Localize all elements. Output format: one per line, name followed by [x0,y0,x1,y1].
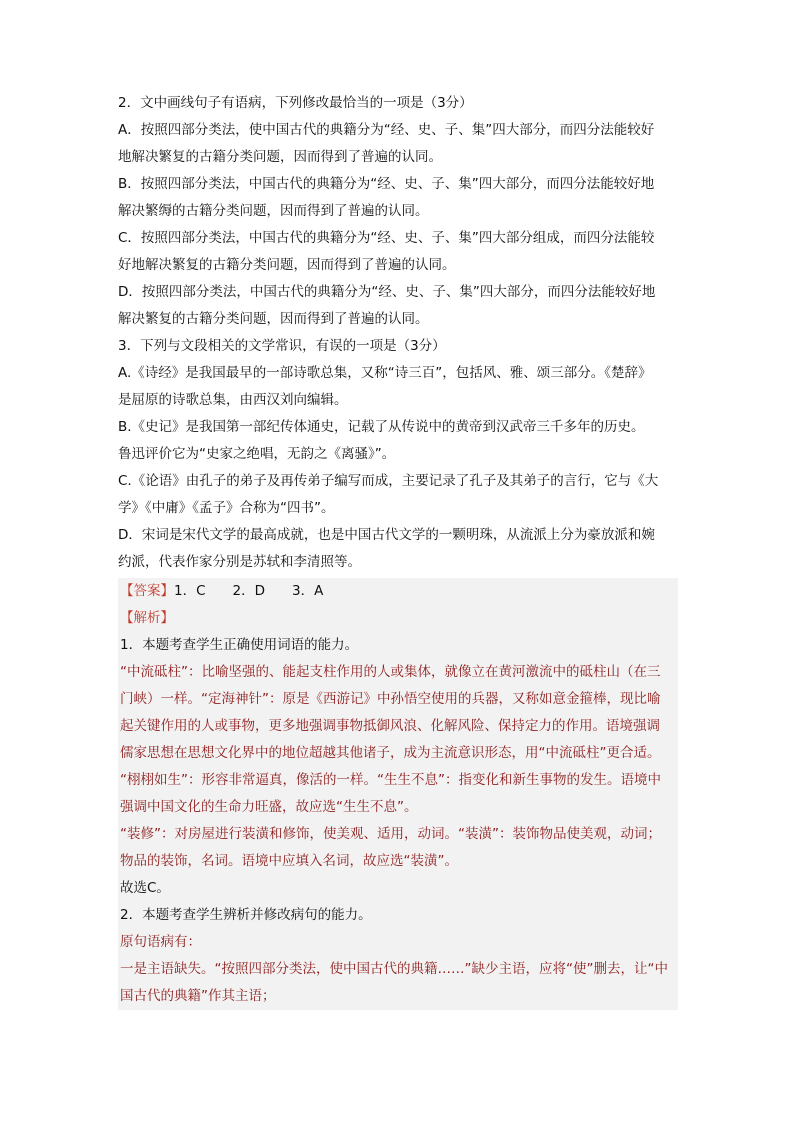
option-3c-line-2: 学》《中庸》《孟子》合称为“四书”。 [118,500,335,516]
analysis-line: 1．本题考查学生正确使用词语的能力。 [120,637,359,653]
option-3b-line-1: B.《史记》是我国第一部纪传体通史，记载了从传说中的黄帝到汉武帝三千多年的历史。 [118,419,645,435]
option-3a-line-2: 是屈原的诗歌总集，由西汉刘向编辑。 [118,392,348,408]
option-2a-line-1: A．按照四部分类法，使中国古代的典籍分为“经、史、子、集”四大部分，而四分法能较好 [118,122,655,138]
option-3a-line-1: A.《诗经》是我国最早的一部诗歌总集，又称“诗三百”，包括风、雅、颂三部分。《楚辞》 [118,365,652,381]
analysis-line: 门峡）一样。“定海神针”：原是《西游记》中孙悟空使用的兵器，又称如意金箍棒，现比喻 [120,691,661,707]
option-3d-line-2: 约派，代表作家分别是苏轼和李清照等。 [118,554,361,570]
answer-line [118,578,678,605]
question-2-stem: 2．文中画线句子有语病，下列修改最恰当的一项是（3分） [118,95,473,111]
analysis-line: 强调中国文化的生命力旺盛，故应选“生生不息”。 [120,799,418,815]
analysis-line: 起关键作用的人或事物，更多地强调事物抵御风浪、化解风险、保持定力的作用。语境强调 [120,718,660,734]
analysis-line: 2．本题考查学生辨析并修改病句的能力。 [120,907,372,923]
analysis-line: 一是主语缺失。“按照四部分类法，使中国古代的典籍……”缺少主语，应将“使”删去，让“中 [120,961,668,977]
analysis-line: 故选C。 [120,880,170,896]
answer-text: 1．C 2．D 3．A [174,583,324,599]
option-3c-line-1: C.《论语》由孔子的弟子及再传弟子编写而成，主要记录了孔子及其弟子的言行，它与《大 [118,473,659,489]
option-2b-line-2: 解决繁缛的古籍分类问题，因而得到了普遍的认同。 [118,203,429,219]
option-2b-line-1: B．按照四部分类法，中国古代的典籍分为“经、史、子、集”四大部分，而四分法能较好地 [118,176,655,192]
question-3 [118,333,678,576]
answer-tag: 【答案】 [120,583,174,599]
option-2d-line-1: D．按照四部分类法，中国古代的典籍分为“经、史、子、集”四大部分，而四分法能较好地 [118,284,656,300]
analysis-line: “栩栩如生”：形容非常逼真，像活的一样。“生生不息”：指变化和新生事物的发生。语境中 [120,772,661,788]
option-3d-line-1: D．宋词是宋代文学的最高成就，也是中国古代文学的一颗明珠，从流派上分为豪放派和婉 [118,527,655,543]
analysis-line: “中流砥柱”：比喻坚强的、能起支柱作用的人或集体，就像立在黄河激流中的砥柱山（在三 [120,664,661,680]
question-2 [118,90,678,333]
option-2c-line-1: C．按照四部分类法，中国古代的典籍分为“经、史、子、集”四大部分组成，而四分法能较 [118,230,655,246]
analysis-line: “装修”：对房屋进行装潢和修饰，使美观、适用，动词。“装潢”：装饰物品使美观，动词； [120,826,661,842]
analysis-line: 国古代的典籍”作其主语； [120,988,276,1004]
analysis-line: 原句语病有： [120,934,201,950]
option-3b-line-2: 鲁迅评价它为“史家之绝唱，无韵之《离骚》”。 [118,446,396,462]
option-2c-line-2: 好地解决繁复的古籍分类问题，因而得到了普遍的认同。 [118,257,456,273]
question-3-stem: 3．下列与文段相关的文学常识，有误的一项是（3分） [118,338,446,354]
analysis-line: 儒家思想在思想文化界中的地位超越其他诸子，成为主流意识形态，用“中流砥柱”更合适。 [120,745,661,761]
analysis-tag: 【解析】 [120,610,174,626]
document-page [118,90,678,1010]
option-2a-line-2: 地解决繁复的古籍分类问题，因而得到了普遍的认同。 [118,149,442,165]
option-2d-line-2: 解决繁复的古籍分类问题，因而得到了普遍的认同。 [118,311,429,327]
analysis-line: 物品的装饰，名词。语境中应填入名词，故应选“装潢”。 [120,853,458,869]
answer-analysis-box [118,578,678,1010]
